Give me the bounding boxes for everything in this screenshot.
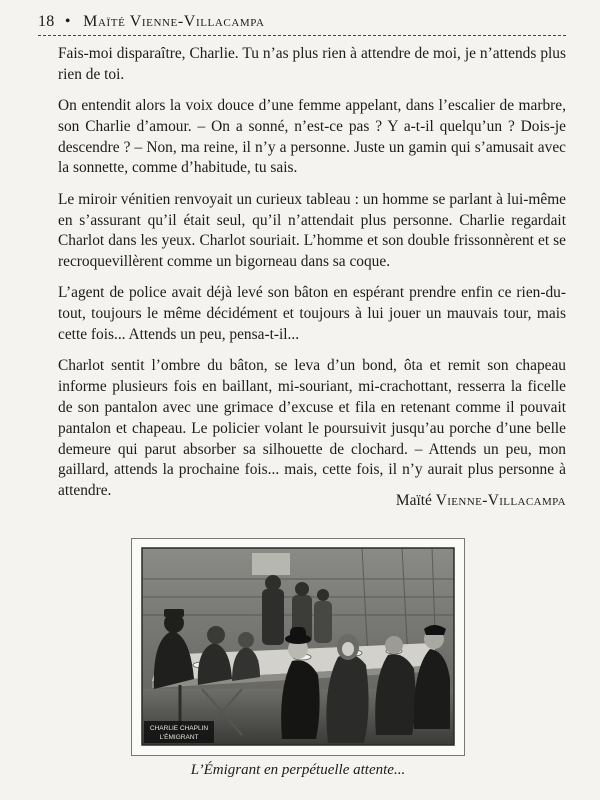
film-still-image	[132, 539, 464, 755]
page-number: 18	[38, 13, 55, 30]
paragraph-5: Charlot sentit l’ombre du bâton, se leva d’un bond, ôta et remit son chapeau informe plusieurs fois en baillant, mi-souriant, mi-crachottant, resserra la ficelle de son pantalon avec une grimace d’excuse et fila en retenant comme il pouvait pantalon et chapeau. Le policier volant le poursuivit jusqu’au porche d’une belle demeure qui parut absorber sa silhouette de clochard. – Attends un peu, mon gaillard, attends la prochaine fois... mais, cette fois, il n’y aurait plus personne à attendre.	[58, 357, 566, 500]
running-header	[38, 12, 566, 32]
signature-first: Maïté	[395, 492, 432, 509]
photo-caption: L’Émigrant en perpétuelle attente...	[190, 762, 406, 778]
photo-stamp-line-1: CHARLIE CHAPLIN	[149, 725, 209, 732]
paragraph-2: On entendit alors la voix douce d’une femme appelant, dans l’escalier de marbre, son Charlie d’amour. – On a sonné, n’est-ce pas ? Y a-t-il quelqu’un ? Dois-je descendre ? – Non, ma reine, il n’y a personne. Juste un gamin qui s’amusait avec la sonnette, comme d’habitude, tu sais.	[58, 97, 566, 177]
signature-last: Vienne-Villacampa	[435, 492, 566, 509]
paragraph-1: Fais-moi disparaître, Charlie. Tu n’as plus rien à attendre de moi, je n’attends plus rien de toi.	[58, 45, 566, 83]
paragraph-3: Le miroir vénitien renvoyait un curieux tableau : un homme se parlant à lui-même en s’assurant qu’il était seul, qu’il n’attendait plus personne. Charlie regardait Charlot dans les yeux. Charlot souriait. L’homme et son double frissonnèrent et se recroquevillèrent comme un bigorneau dans sa coque.	[58, 190, 566, 271]
header-rule	[38, 35, 566, 36]
header-author: Maïté Vienne-Villacampa	[83, 13, 265, 30]
header-separator: •	[64, 13, 71, 30]
film-still-photo	[131, 538, 465, 756]
signature	[300, 491, 566, 511]
paragraph-4: L’agent de police avait déjà levé son bâton en espérant prendre enfin ce rien-du-tout, toujours le même décidément et toujours à lui jouer un mauvais tour, mais cette fois... Attends un peu, pensa-t-il...	[58, 284, 566, 344]
photo-stamp-line-2: L’ÉMIGRANT	[159, 734, 199, 741]
body-text	[58, 44, 566, 512]
